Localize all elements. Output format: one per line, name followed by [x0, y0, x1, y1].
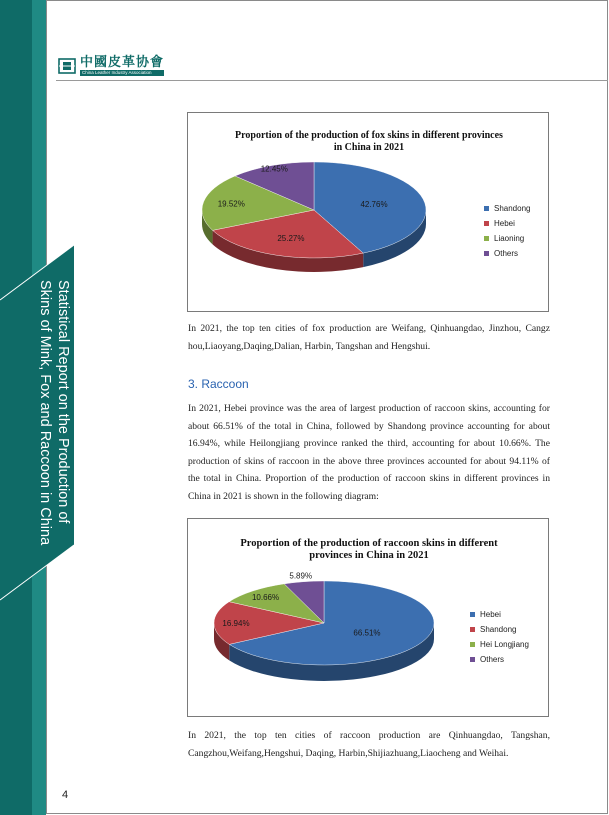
page-number: 4 — [62, 789, 69, 801]
pie-label-liaoning: 19.52% — [217, 199, 245, 209]
header-divider — [56, 80, 608, 81]
legend-label: Shandong — [494, 204, 531, 213]
fox-pie-chart — [187, 112, 549, 312]
raccoon-chart-legend — [470, 607, 529, 667]
raccoon-pie-chart — [187, 518, 549, 717]
side-title: Statistical Report on the Production of Skins of Mink, Fox and Raccoon in China — [37, 280, 71, 546]
fox-chart-title-line1: Proportion of the production of fox skins in different provinces — [235, 130, 503, 141]
pie-label-shandong: 16.94% — [222, 619, 250, 629]
pie-label-hebei: 25.27% — [277, 234, 305, 244]
legend-item-hebei — [484, 216, 530, 231]
raccoon-paragraph: In 2021, Hebei province was the area of largest production of raccoon skins, accounting for about 66.51% of the total in China, followed by Shandong province accounting for about 16.94%, while Heilongjiang province ranked the third, accounting for about 10.66%. The production of skins of raccoon in the above three provinces accounted for about 94.11% of the total in China. Proportion of the production of raccoon skins in different provinces in China in 2021 is shown in the following diagram: — [188, 403, 550, 502]
legend-item-liaoning — [484, 231, 530, 246]
association-emblem-icon — [58, 57, 76, 75]
logo-chinese-text: 中國皮革协會 — [80, 55, 165, 70]
pie-label-others: 12.45% — [260, 164, 288, 174]
legend-swatch — [470, 642, 475, 647]
legend-item-hei-longjiang — [470, 637, 529, 652]
legend-swatch — [484, 251, 489, 256]
legend-label: Others — [480, 655, 505, 664]
pie-label-hei-longjiang: 10.66% — [251, 592, 280, 602]
legend-item-shandong — [484, 201, 530, 216]
legend-swatch — [484, 206, 489, 211]
legend-label: Hebei — [494, 219, 515, 228]
fox-chart-legend — [484, 201, 530, 261]
fox-cities-paragraph: In 2021, the top ten cities of fox production are Weifang, Qinhuangdao, Jinzhou, Cangz hou,Liaoyang,Daqing,Dalian, Harbin, Tangshan and Hengshui. — [188, 323, 550, 352]
fox-chart-title-line2: in China in 2021 — [333, 142, 405, 153]
pie-label-hebei: 66.51% — [353, 628, 381, 638]
legend-swatch — [484, 221, 489, 226]
logo-english-text: China Leather Industry Association — [80, 70, 164, 76]
legend-swatch — [484, 236, 489, 241]
legend-swatch — [470, 627, 475, 632]
legend-item-others — [470, 652, 529, 667]
raccoon-cities-paragraph: In 2021, the top ten cities of raccoon production are Qinhuangdao, Tangshan, Cangzhou,Weifang,Hengshui, Daqing, Harbin,Shijiazhuang,Liaocheng and Weihai. — [188, 730, 550, 759]
legend-label: Liaoning — [494, 234, 525, 243]
legend-item-hebei — [470, 607, 529, 622]
legend-label: Hei Longjiang — [480, 640, 529, 649]
raccoon-chart-title-line1: Proportion of the production of raccoon skins in different — [240, 538, 498, 549]
header-logo — [58, 56, 164, 76]
pie-label-others: 5.89% — [289, 571, 313, 581]
raccoon-chart-title-line2: provinces in China in 2021 — [309, 550, 429, 561]
legend-label: Hebei — [480, 610, 501, 619]
legend-swatch — [470, 612, 475, 617]
legend-label: Shandong — [480, 625, 517, 634]
pie-label-shandong: 42.76% — [360, 200, 388, 210]
legend-swatch — [470, 657, 475, 662]
legend-item-others — [484, 246, 530, 261]
legend-item-shandong — [470, 622, 529, 637]
legend-label: Others — [494, 249, 519, 258]
section-heading-raccoon: 3. Raccoon — [188, 377, 249, 391]
